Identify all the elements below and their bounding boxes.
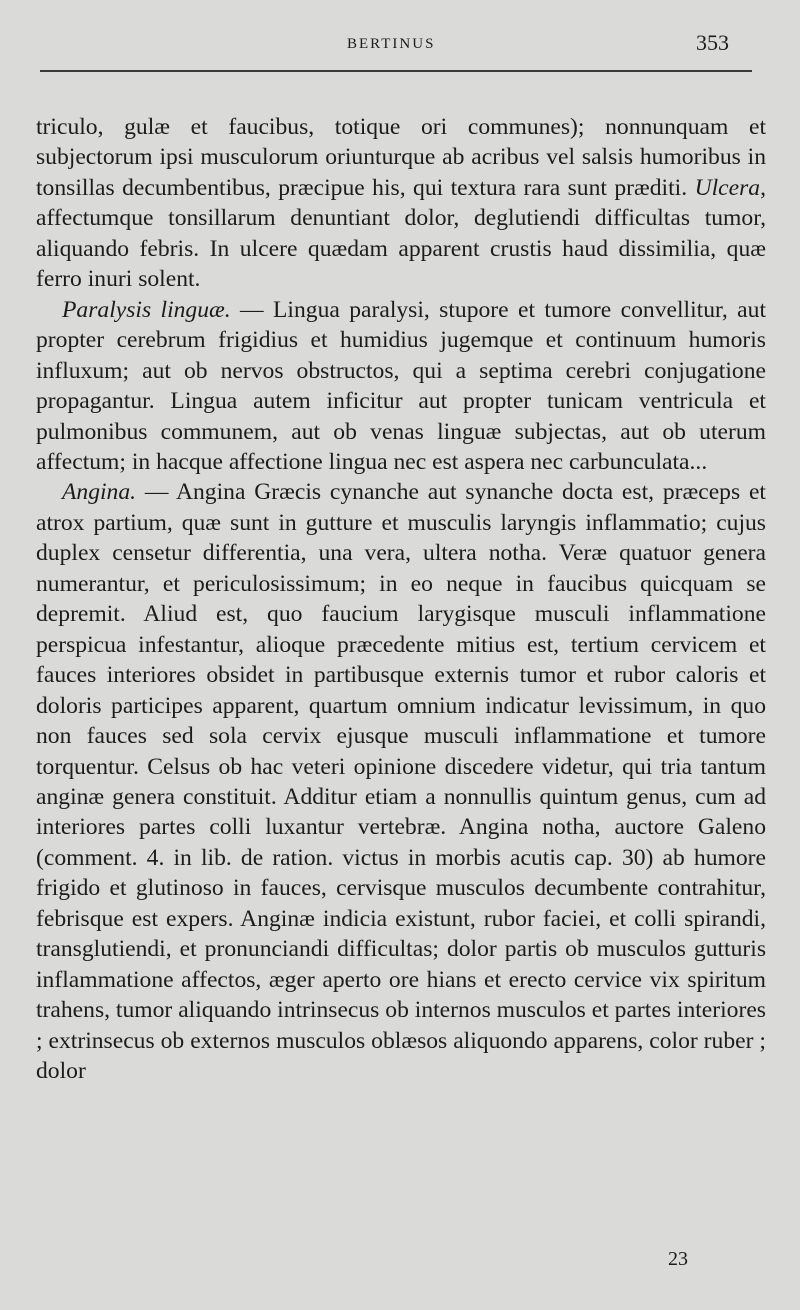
paragraph-3-text: — Angina Græcis cynanche aut synanche docta est, præceps et atrox partium, quæ sunt in gutture et musculis laryngis inflammatio; cujus duplex censetur differentia, una vera, ultera notha. Veræ quatuor genera numerantur, et periculosissimum; in eo neque in faucibus quicquam se depremit. Aliud est, quo faucium larygisque musculi inflammatione perspicua infestantur, alioque præcedente mitius est, tertium cervicem et fauces interiores obsidet in partibusque externis tumor et rubor caloris et doloris participes apparent, quartum omnium indicatur levissimum, in quo non fauces sed sola cervix ejusque musculi inflammatione et tumore torquentur. Celsus ob hac veteri opinione discedere videtur, qui tria tantum anginæ genera constituit. Additur etiam a nonnullis quintum genus, cum ad interiores partes colli luxantur vertebræ. Angina notha, auctore Galeno (comment. 4. in lib. de ration. victus in morbis acutis cap. 30) ab humore frigido et glutinoso in fauces, cervisque musculos decumbente contrahitur, febrisque est expers. Anginæ indicia existunt, rubor faciei, et colli spirandi, transglutiendi, et pronunciandi difficultas; dolor partis ob musculos gutturis inflammatione affectos, æger aperto ore hians et erecto cervice vix spiritum trahens, tumor aliquando intrinsecus ob internos musculos et partes interiores ; extrinsecus ob externos musculos oblæsos aliquondo apparens, color ruber ; dolor	[36, 479, 766, 1085]
heading-paralysis: Paralysis linguæ.	[62, 296, 231, 323]
signature-mark: 23	[668, 1248, 688, 1270]
header-rule	[40, 70, 752, 72]
paragraph-1-text: triculo, gulæ et faucibus, totique ori communes); nonnunquam et subjectorum ipsi musculorum oriunturque ab acribus vel salsis humoribus in tonsillas decumbentibus, præcipue his, qui textura rara sunt præditi.	[36, 114, 766, 201]
running-title: BERTINUS	[347, 36, 436, 52]
paragraph-paralysis	[36, 295, 766, 478]
heading-angina: Angina.	[62, 479, 137, 506]
term-ulcera: Ulcera	[694, 174, 761, 201]
paragraph-1-rest: , affectumque tonsillarum denuntiant dolor, deglutiendi difficultas tumor, aliquando febris. In ulcere quædam apparent crustis haud dissimilia, quæ ferro inuri solent.	[36, 174, 766, 293]
paragraph-2-text: — Lingua paralysi, stupore et tumore convellitur, aut propter cerebrum frigidius et humidius jugemque et continuum humoris influxum; aut ob nervos obstructos, qui a septima cerebri conjugatione propagantur. Lingua autem inficitur aut propter tunicam ventricula et pulmonibus communem, aut ob venas linguæ subjectas, aut ob uterum affectum; in hacque affectione lingua nec est aspera nec carbunculata...	[36, 296, 766, 475]
body-text	[36, 112, 766, 1087]
paragraph-ulcera	[36, 112, 766, 295]
paragraph-angina	[36, 477, 766, 1086]
page-number: 353	[696, 30, 729, 55]
